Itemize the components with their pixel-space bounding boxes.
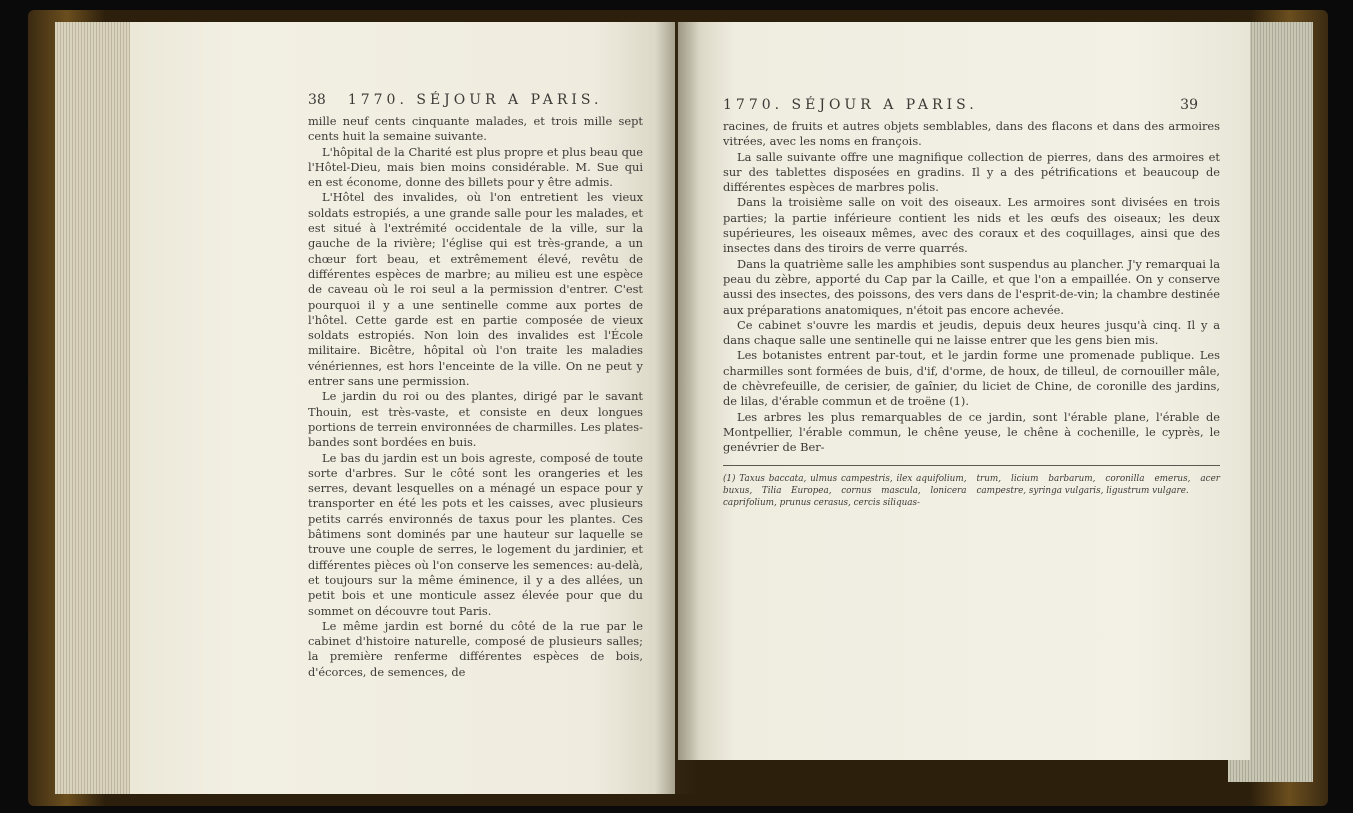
right-running-header xyxy=(723,97,1220,113)
footnotes xyxy=(723,473,1220,509)
paragraph: Le bas du jardin est un bois agreste, composé de toute sorte d'arbres. Sur le côté sont les orangeries et les serres, devant lesquelles on a ménagé un espace pour y transporter en été les pots et les caisses, avec plusieurs petits carrés environnés de taxus pour les plantes. Ces bâtimens sont dominés par une hauteur sur laquelle se trouve une couple de serres, le logement du jardinier, et différentes pièces où l'on conserve les semences: au-delà, et toujours sur la même éminence, il y a des allées, un petit bois et une monticule assez élevée pour que du sommet on découvre tout Paris. xyxy=(308,450,643,618)
footnote-column-left: (1) Taxus baccata, ulmus campestris, ilex aquifolium, buxus, Tilia Europea, cornus mascula, lonicera caprifolium, prunus cerasus, cercis siliquas- xyxy=(723,473,967,508)
paragraph: Les arbres les plus remarquables de ce jardin, sont l'érable plane, l'érable de Montpellier, l'érable commun, le chêne yeuse, le chêne à cochenille, le cyprès, le genévrier de Ber- xyxy=(723,409,1220,455)
left-running-head: 1770. SÉJOUR A PARIS. xyxy=(347,92,603,108)
paragraph: Ce cabinet s'ouvre les mardis et jeudis, depuis deux heures jusqu'à cinq. Il y a dans chaque salle une sentinelle qui ne laisse entrer que les gens bien mis. xyxy=(723,317,1220,348)
paragraph: L'Hôtel des invalides, où l'on entretient les vieux soldats estropiés, a une grande salle pour les malades, et est situé à l'extrémité occidentale de la ville, sur la gauche de la rivière; l'église qui est très-grande, a un chœur fort beau, et extrêmement élevé, revêtu de différentes espèces de marbre; au milieu est une espèce de caveau où le roi seul a la permission d'entrer. C'est pourquoi il y a une sentinelle comme aux portes de l'hôtel. Cette garde est en partie composée de vieux soldats estropiés. Non loin des invalides est l'École militaire. Bicêtre, hôpital où l'on traite les maladies vénériennes, est hors l'enceinte de la ville. On ne peut y entrer sans une permission. xyxy=(308,190,643,389)
left-page-number: 38 xyxy=(308,92,326,108)
right-running-head: 1770. SÉJOUR A PARIS. xyxy=(723,97,978,113)
left-running-header xyxy=(308,92,643,108)
paragraph: Dans la quatrième salle les amphibies sont suspendus au plancher. J'y remarquai la peau du zèbre, apporté du Cap par la Caille, et que l'on a empaillée. On y conserve aussi des insectes, des poissons, des vers dans de l'esprit-de-vin; la chambre destinée aux préparations anatomiques, n'étoit pas encore achevée. xyxy=(723,256,1220,317)
footnote-rule xyxy=(723,465,1220,466)
left-page xyxy=(130,22,675,794)
paragraph: L'hôpital de la Charité est plus propre et plus beau que l'Hôtel-Dieu, mais bien moins considérable. M. Sue qui en est économe, donne des billets pour y être admis. xyxy=(308,144,643,190)
book-gutter xyxy=(655,22,700,794)
paragraph: mille neuf cents cinquante malades, et trois mille sept cents huit la semaine suivante. xyxy=(308,114,643,144)
paragraph: Les botanistes entrent par-tout, et le jardin forme une promenade publique. Les charmilles sont formées de buis, d'if, d'orme, de houx, de tilleul, de cornouiller mâle, de chèvrefeuille, de cerisier, de gaînier, du liciet de Chine, de coronille des jardins, de lilas, d'érable commun et de troëne (1). xyxy=(723,348,1220,409)
right-page-number: 39 xyxy=(1180,97,1198,113)
paragraph: Le jardin du roi ou des plantes, dirigé par le savant Thouin, est très-vaste, et consiste en deux longues portions de terrein environnées de charmilles. Les plates-bandes sont bordées en buis. xyxy=(308,389,643,450)
paragraph: racines, de fruits et autres objets semblables, dans des flacons et dans des armoires vitrées, avec les noms en françois. xyxy=(723,119,1220,149)
footnote-column-right: trum, licium barbarum, coronilla emerus, acer campestre, syringa vulgaris, ligustrum vulgare. xyxy=(976,473,1220,496)
right-page-text xyxy=(723,119,1220,456)
paragraph: Dans la troisième salle on voit des oiseaux. Les armoires sont divisées en trois parties; la partie inférieure contient les nids et les œufs des oiseaux; les deux supérieures, les oiseaux mêmes, avec des coraux et des coquillages, ainsi que des insectes dans des tiroirs de verre quarrés. xyxy=(723,195,1220,256)
right-page xyxy=(678,22,1250,760)
paragraph: La salle suivante offre une magnifique collection de pierres, dans des armoires et sur des tablettes disposées en gradins. Il y a des pétrifications et beaucoup de différentes espèces de marbres polis. xyxy=(723,149,1220,195)
left-page-text xyxy=(308,114,643,680)
paragraph: Le même jardin est borné du côté de la rue par le cabinet d'histoire naturelle, composé de plusieurs salles; la première renferme différentes espèces de bois, d'écorces, de semences, de xyxy=(308,618,643,679)
left-page-edges xyxy=(55,22,135,794)
